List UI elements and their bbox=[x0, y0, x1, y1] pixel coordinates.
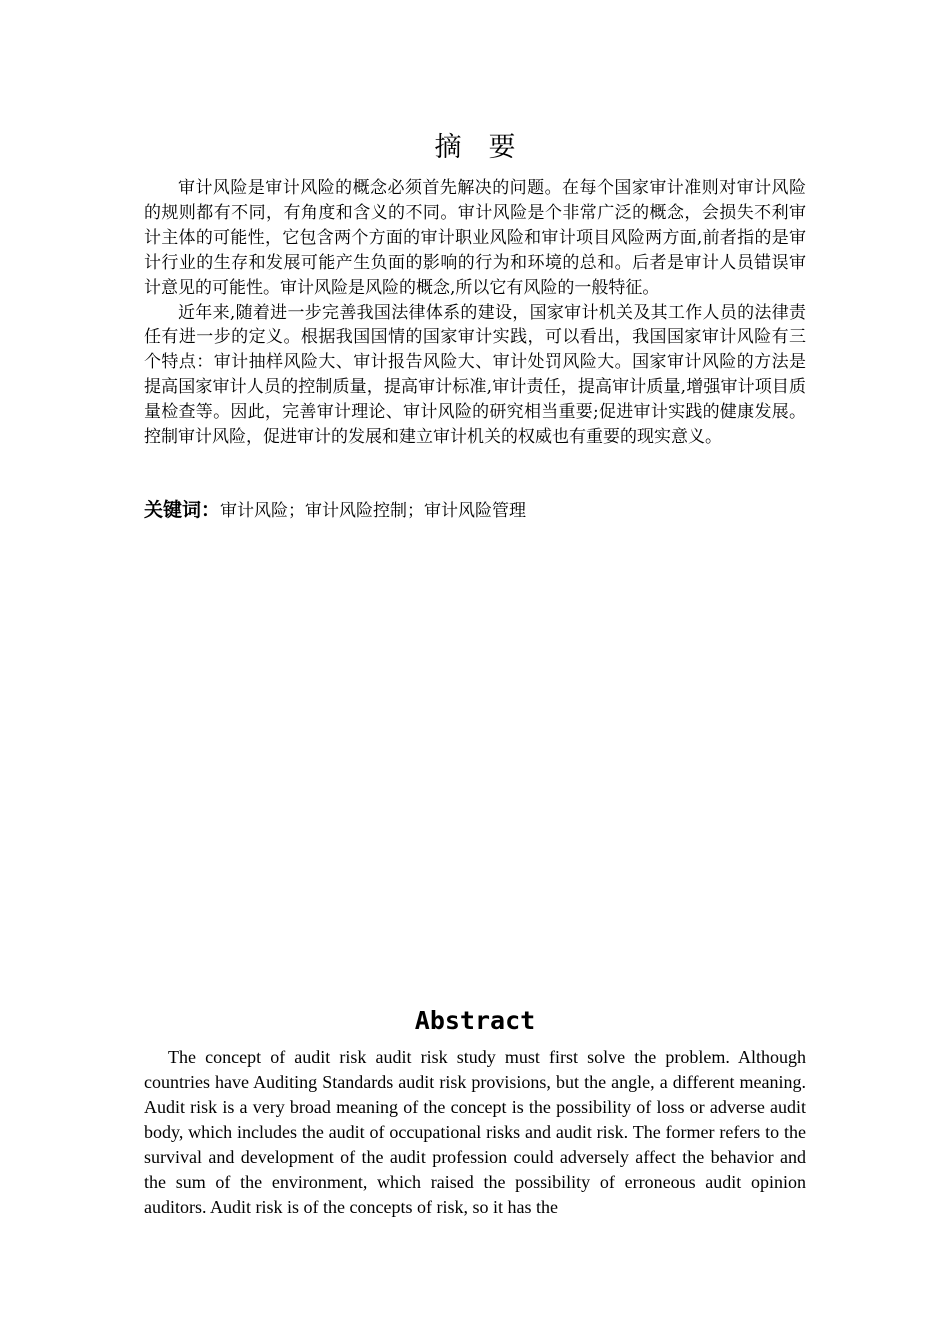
english-abstract-title: Abstract bbox=[414, 1006, 536, 1035]
chinese-abstract-body bbox=[144, 176, 806, 450]
english-abstract-paragraph-1: The concept of audit risk audit risk study must first solve the problem. Although countries have Auditing Standards audit risk provisions, but the angle, a different meaning. Audit risk is a very broad meaning of the concept is the possibility of loss or adverse audit body, which includes the audit of occupational risks and audit risk. The former refers to the survival and development of the audit profession could adversely affect the behavior and the sum of the environment, which raised the possibility of erroneous audit opinion auditors. Audit risk is of the concepts of risk, so it has the bbox=[144, 1047, 806, 1217]
chinese-abstract-title: 摘 要 bbox=[434, 132, 516, 163]
chinese-abstract-paragraph-1: 审计风险是审计风险的概念必须首先解决的问题。在每个国家审计准则对审计风险的规则都有不同，有角度和含义的不同。审计风险是个非常广泛的概念，会损失不利审计主体的可能性，它包含两个方面的审计职业风险和审计项目风险两方面,前者指的是审计行业的生存和发展可能产生负面的影响的行为和环境的总和。后者是审计人员错误审计意见的可能性。审计风险是风险的概念,所以它有风险的一般特征。 bbox=[144, 178, 806, 298]
english-abstract-body bbox=[144, 1045, 806, 1220]
keywords-value: 审计风险；审计风险控制；审计风险管理 bbox=[220, 501, 527, 521]
chinese-keywords bbox=[144, 498, 806, 524]
keywords-label: 关键词： bbox=[144, 499, 221, 521]
chinese-abstract-paragraph-2: 近年来,随着进一步完善我国法律体系的建设，国家审计机关及其工作人员的法律责任有进一步的定义。根据我国国情的国家审计实践，可以看出，我国国家审计风险有三个特点：审计抽样风险大、审计报告风险大、审计处罚风险大。国家审计风险的方法是提高国家审计人员的控制质量，提高审计标准,审计责任，提高审计质量,增强审计项目质量检查等。因此，完善审计理论、审计风险的研究相当重要;促进审计实践的健康发展。控制审计风险，促进审计的发展和建立审计机关的权威也有重要的现实意义。 bbox=[144, 302, 806, 448]
